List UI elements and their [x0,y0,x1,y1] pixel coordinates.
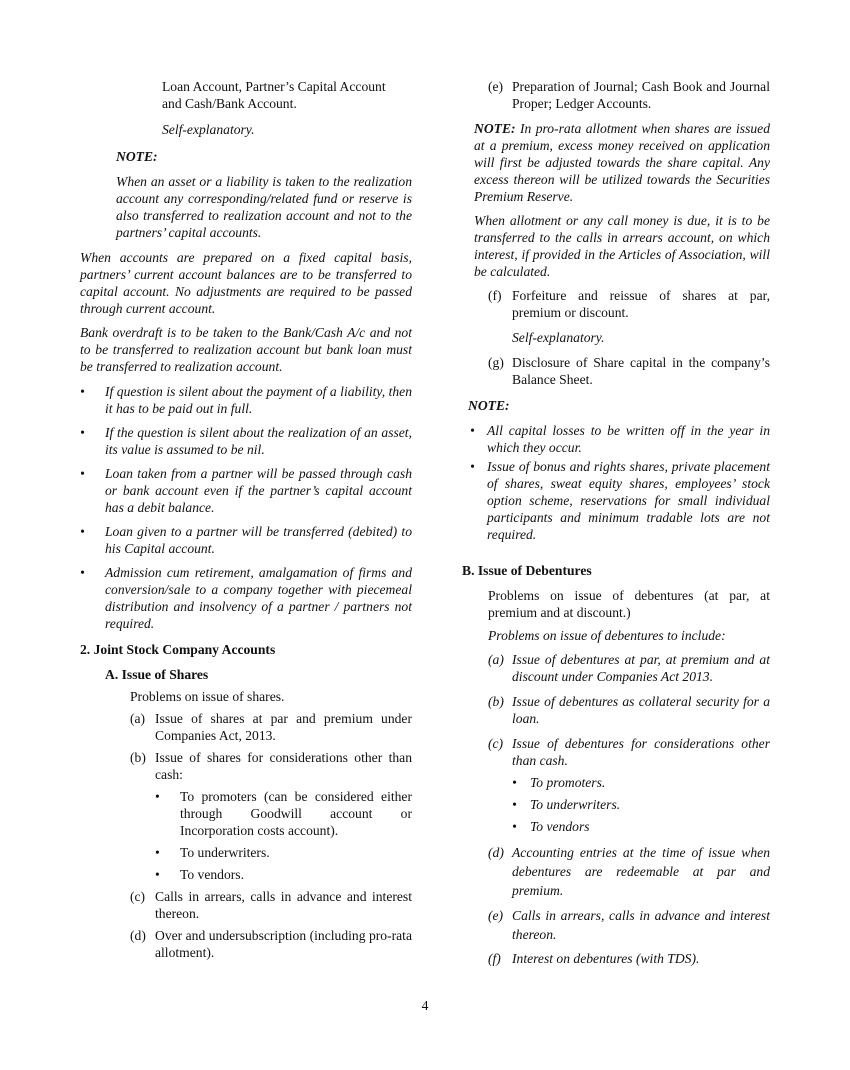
list-item: (d) Accounting entries at the time of issue when debentures are redeemable at par and premium. [488,845,770,898]
bullet-icon: • [470,459,475,474]
note-text: When an asset or a liability is taken to the realization account any corresponding/related fund or reserve is also transferred to realization account and not to the partners’ capital accounts. [116,174,412,240]
list-item: • Issue of bonus and rights shares, private placement of shares, sweat equity shares, employees’ stock option scheme, reservations for small individual participants and minimum tradable lots are not required. [470,459,770,542]
list-item: (d) Over and undersubscription (including pro-rata allotment). [130,928,412,960]
note-heading: NOTE: [116,149,158,164]
pro-rata-note: NOTE: In pro-rata allotment when shares are issued at a premium, excess money received on application will first be adjusted towards the share capital. Any excess thereon will be utilized towards the Securities Premium Reserve. [474,121,770,204]
fixed-capital-paragraph: When accounts are prepared on a fixed capital basis, partners’ current account balances are to be transferred to capital account. No adjustments are required to be passed through current account. [80,250,412,316]
list-item: • To promoters. [512,775,606,790]
list-item: (b) Issue of debentures as collateral security for a loan. [488,694,770,726]
debentures-section [462,587,770,967]
list-item: (g) Disclosure of Share capital in the company’s Balance Sheet. [488,355,770,387]
left-column [80,78,412,961]
issue-of-debentures-heading: B. Issue of Debentures [462,563,592,578]
list-item: (c) Issue of debentures for considerations other than cash. [488,736,770,768]
list-item: • To vendors [512,819,590,834]
self-explanatory-text: Self-explanatory. [512,330,605,345]
bank-overdraft-paragraph: Bank overdraft is to be taken to the Bank/Cash A/c and not to be transferred to realization account but bank loan must be transferred to realization account. [80,325,412,374]
list-item: (e) Calls in arrears, calls in advance and interest thereon. [488,908,770,942]
list-item: • Admission cum retirement, amalgamation of firms and conversion/sale to a company together with piecemeal distribution and insolvency of a partner / partners not required. [80,565,412,631]
list-item: (e) Preparation of Journal; Cash Book and Journal Proper; Ledger Accounts. [488,79,770,111]
bullet-icon: • [80,384,85,399]
bullet-icon: • [512,819,517,834]
assumption-bullets [80,383,412,632]
bullet-icon: • [155,867,160,882]
list-item: • To vendors. [155,867,244,882]
note-bullets [462,422,770,543]
bullet-icon: • [80,425,85,440]
list-item: (a) Issue of shares at par and premium under Companies Act, 2013. [130,711,412,743]
bullet-icon: • [512,775,517,790]
list-item: (b) Issue of shares for considerations other than cash: [130,750,412,782]
list-item: • All capital losses to be written off in the year in which they occur. [470,423,770,455]
debentures-include-text: Problems on issue of debentures to include: [488,628,726,643]
bullet-icon: • [470,423,475,438]
self-explanatory-text: Self-explanatory. [162,122,255,137]
bullet-icon: • [512,797,517,812]
calls-in-arrears-paragraph: When allotment or any call money is due, it is to be transferred to the calls in arrears account, on which interest, if provided in the Articles of Association, will be calculated. [474,213,770,279]
page-number: 4 [421,998,429,1013]
list-item: (a) Issue of debentures at par, at premium and at discount under Companies Act 2013. [488,652,770,684]
debentures-intro: Problems on issue of debentures (at par, at premium and at discount.) [488,588,770,620]
consideration-bullets [130,788,412,883]
list-item: • To underwriters. [155,845,270,860]
issue-of-shares-heading: A. Issue of Shares [105,667,209,682]
list-item: • To underwriters. [512,797,621,812]
list-item: • To promoters (can be considered either through Goodwill account or Incorporation costs account). [155,789,412,838]
list-item: • If question is silent about the payment of a liability, then it has to be paid out in full. [80,384,412,416]
issue-of-shares-intro: Problems on issue of shares. [130,689,285,704]
list-item: • If the question is silent about the realization of an asset, its value is assumed to be nil. [80,425,412,457]
list-item: (c) Calls in arrears, calls in advance and interest thereon. [130,889,412,921]
bullet-icon: • [80,524,85,539]
forfeiture-items [462,287,770,388]
section-2-heading: 2. Joint Stock Company Accounts [80,642,276,657]
note-label: NOTE: [474,121,516,136]
list-item: (f) Forfeiture and reissue of shares at par, premium or discount. [488,288,770,320]
bullet-icon: • [80,466,85,481]
shares-items [80,710,412,961]
list-item: (f) Interest on debentures (with TDS). [488,951,700,966]
note-heading: NOTE: [468,398,510,413]
realization-note [80,148,412,241]
continued-line-1: Loan Account, Partner’s Capital Account [162,79,386,94]
list-item: • Loan given to a partner will be transferred (debited) to his Capital account. [80,524,412,556]
list-item: • Loan taken from a partner will be passed through cash or bank account even if the partner’s capital account has a debit balance. [80,466,412,515]
bullet-icon: • [80,565,85,580]
continued-line-2: and Cash/Bank Account. [162,96,297,111]
bullet-icon: • [155,789,160,804]
consideration-bullets [488,774,770,835]
bullet-icon: • [155,845,160,860]
continued-item [80,78,412,138]
right-column [462,78,770,967]
